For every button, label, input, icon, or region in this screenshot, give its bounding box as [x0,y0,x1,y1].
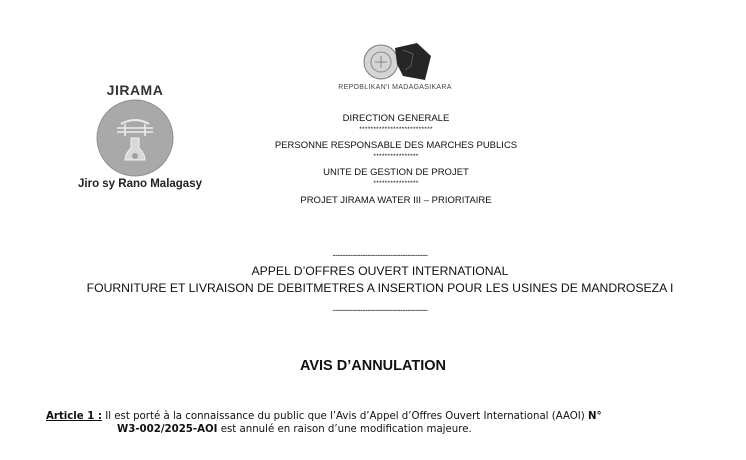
article-text-2: est annulé en raison d’une modification majeure. [217,424,472,435]
company-name: JIRAMA [106,82,164,98]
org-ugp: UNITE DE GESTION DE PROJET [323,167,469,178]
republic-name: REPOBLIKAN'I MADAGASIKARA [338,84,452,91]
title-line-1: APPEL D’OFFRES OUVERT INTERNATIONAL [251,264,509,278]
org-separator: ************************** [359,126,433,133]
republic-seal-icon [355,40,435,84]
article-ref-prefix: N° [588,411,602,422]
org-separator: **************** [373,153,419,160]
article-ref-number: W3-002/2025-AOI [117,424,218,435]
company-tagline: Jiro sy Rano Malagasy [78,178,202,190]
org-prmp: PERSONNE RESPONSABLE DES MARCHES PUBLICS [274,140,518,151]
jirama-logo-icon [95,98,175,178]
article-text-1: Il est porté à la connaissance du public que l’Avis d’Appel d’Offres Ouvert International (AAOI) [101,411,589,422]
title-rule-bottom: -------------------------------------- [332,305,428,315]
org-project: PROJET JIRAMA WATER III – PRIORITAIRE [300,195,492,206]
title-line-2: FOURNITURE ET LIVRAISON DE DEBITMETRES A INSERTION POUR LES USINES DE MANDROSEZA I [86,281,674,295]
title-rule-top: -------------------------------------- [332,250,428,260]
notice-heading: AVIS D’ANNULATION [299,358,447,374]
org-separator: **************** [373,180,419,187]
article-1 [46,410,736,436]
article-line-2 [46,423,736,436]
org-direction: DIRECTION GENERALE [342,113,450,124]
article-label: Article 1 : [46,411,102,422]
article-line-1 [46,410,736,423]
